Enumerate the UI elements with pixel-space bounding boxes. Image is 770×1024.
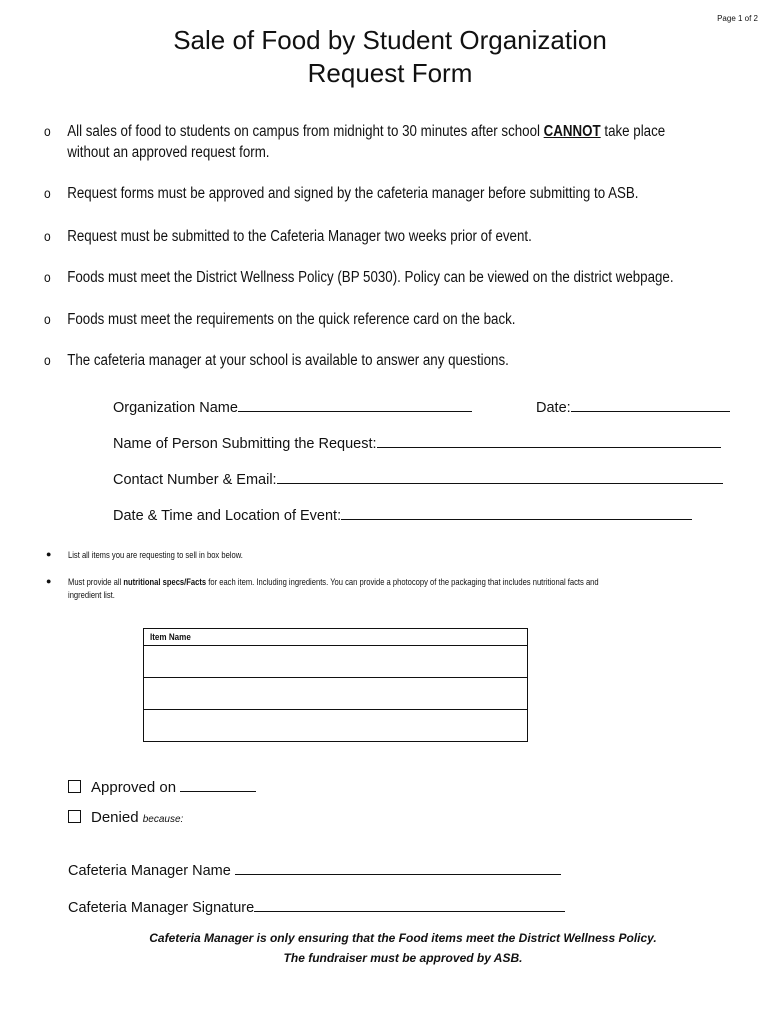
approved-checkbox[interactable] [68, 780, 81, 793]
organization-name-field[interactable] [113, 397, 472, 417]
approved-option[interactable] [68, 777, 256, 797]
circle-bullet-icon: o [44, 269, 51, 285]
date-field[interactable] [536, 397, 730, 417]
form-title [0, 24, 770, 90]
table-row[interactable] [144, 646, 528, 678]
footer-note-1: Cafeteria Manager is only ensuring that the Food items meet the District Wellness Policy. [149, 931, 657, 945]
manager-signature-field[interactable] [68, 897, 565, 917]
circle-bullet-icon: o [44, 185, 51, 201]
nutrition-emphasis: nutritional specs/Facts [123, 577, 207, 588]
person-label: Name of Person Submitting the Request: [113, 436, 377, 452]
item-name-header: Item Name [144, 629, 528, 646]
manager-signature-label: Cafeteria Manager Signature [68, 900, 255, 916]
manager-name-line[interactable] [235, 860, 561, 875]
item-table [143, 628, 528, 742]
page-number: Page 1 of 2 [717, 14, 758, 23]
list-items-note: List all items you are requesting to sell in box below. [68, 550, 243, 561]
table-header-row [144, 629, 528, 646]
contact-line[interactable] [277, 469, 723, 484]
dot-bullet-icon: ● [46, 576, 52, 586]
circle-bullet-icon: o [44, 311, 51, 327]
organization-name-label: Organization Name [113, 400, 238, 416]
event-field[interactable] [113, 505, 692, 525]
event-line[interactable] [341, 505, 692, 520]
circle-bullet-icon: o [44, 228, 51, 244]
contact-field[interactable] [113, 469, 723, 489]
rule-text: Request forms must be approved and signed by the cafeteria manager before submitting to ASB. [67, 185, 639, 202]
date-line[interactable] [571, 397, 730, 412]
manager-signature-line[interactable] [254, 897, 565, 912]
table-row[interactable] [144, 710, 528, 742]
organization-name-line[interactable] [238, 397, 472, 412]
person-field[interactable] [113, 433, 721, 453]
manager-name-label: Cafeteria Manager Name [68, 863, 231, 879]
denied-label: Denied [91, 809, 139, 826]
dot-bullet-icon: ● [46, 549, 52, 559]
date-label: Date: [536, 400, 571, 416]
circle-bullet-icon: o [44, 352, 51, 368]
rule-text: The cafeteria manager at your school is available to answer any questions. [67, 352, 509, 369]
approved-date-line[interactable] [180, 777, 256, 792]
nutrition-note: Must provide all nutritional specs/Facts for each item. Including ingredients. You can provide a photocopy of the packaging that includes nutritional facts and ingredient list. [68, 577, 599, 601]
denied-option[interactable] [68, 809, 183, 829]
table-row[interactable] [144, 678, 528, 710]
title-line-1: Sale of Food by Student Organization [173, 25, 607, 55]
contact-label: Contact Number & Email: [113, 472, 277, 488]
cannot-emphasis: CANNOT [543, 123, 601, 140]
manager-name-field[interactable] [68, 860, 561, 880]
rule-text: Request must be submitted to the Cafeteria Manager two weeks prior of event. [67, 228, 532, 245]
table-cell[interactable] [144, 646, 528, 678]
rule-text: Foods must meet the District Wellness Policy (BP 5030). Policy can be viewed on the district webpage. [67, 269, 674, 286]
approved-label: Approved on [91, 779, 177, 796]
footer-note-2: The fundraiser must be approved by ASB. [283, 951, 523, 965]
circle-bullet-icon: o [44, 123, 51, 139]
denied-checkbox[interactable] [68, 810, 81, 823]
because-label: because: [142, 814, 184, 825]
table-cell[interactable] [144, 678, 528, 710]
title-line-2: Request Form [307, 58, 473, 88]
table-cell[interactable] [144, 710, 528, 742]
rule-text: Foods must meet the requirements on the quick reference card on the back. [67, 311, 516, 328]
event-label: Date & Time and Location of Event: [113, 508, 342, 524]
rule-text: All sales of food to students on campus from midnight to 30 minutes after school CANNOT take place without an approved request form. [67, 123, 666, 161]
person-line[interactable] [377, 433, 721, 448]
